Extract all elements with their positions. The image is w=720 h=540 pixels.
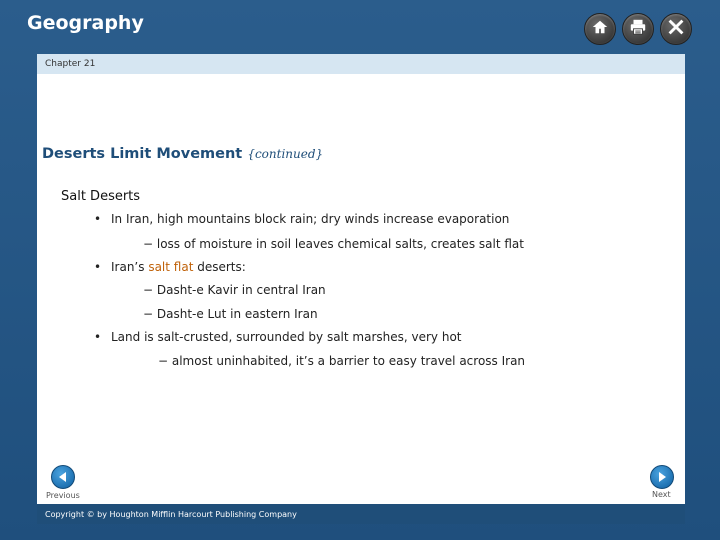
sub-item: − Dasht-e Lut in eastern Iran [143,307,318,321]
slide-title-suffix: {continued} [247,147,324,161]
bullet-text: In Iran, high mountains block rain; dry winds increase evaporation [111,212,510,226]
home-button[interactable] [584,13,616,45]
bullet-item [111,212,509,226]
copyright-text: Copyright © by Houghton Mifflin Harcourt Publishing Company [45,509,297,519]
arrow-right-icon [656,468,668,487]
next-label[interactable]: Next [652,490,671,499]
print-icon [629,18,647,40]
slide-content [37,74,685,504]
bullet-text: deserts: [197,260,246,274]
sub-item: − Dasht-e Kavir in central Iran [143,283,326,297]
sub-item: − loss of moisture in soil leaves chemical salts, creates salt flat [143,237,524,251]
slide-title-text: Deserts Limit Movement [42,146,243,162]
section-heading: Salt Deserts [61,189,141,204]
home-icon [591,18,609,40]
chapter-bar [37,54,685,74]
bullet-text: Iran’s [111,260,145,274]
close-button[interactable] [660,13,692,45]
chapter-label: Chapter 21 [45,59,96,69]
sub-item: − almost uninhabited, it’s a barrier to easy travel across Iran [158,354,526,368]
top-toolbar [584,13,692,45]
close-icon [667,18,685,40]
app-title: Geography [27,12,144,34]
bullet-text: Land is salt-crusted, surrounded by salt marshes, very hot [111,330,462,344]
previous-button[interactable] [51,465,75,489]
previous-label[interactable]: Previous [46,491,80,500]
bullet-highlight: salt flat [148,260,194,274]
arrow-left-icon [57,468,69,487]
next-button[interactable] [650,465,674,489]
print-button[interactable] [622,13,654,45]
footer [37,504,685,524]
bullet-item [111,260,246,274]
bullet-item [111,330,461,344]
slide-title [42,146,323,162]
